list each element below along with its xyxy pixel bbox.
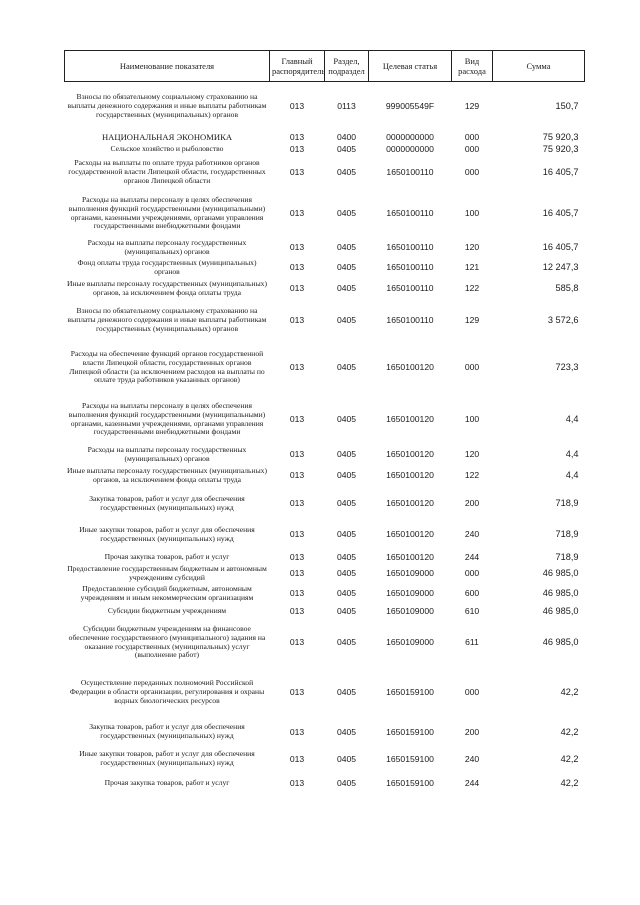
row-type: 244: [464, 551, 480, 562]
row-section: 0405: [336, 143, 357, 154]
header-section: Раздел, подраздел: [325, 51, 369, 82]
row-name: Предоставление субсидий бюджетным, автономным учреждениям и иным некоммерческим организациям: [80, 583, 254, 602]
header-name: Наименование показателя: [65, 51, 270, 82]
row-grbs: 013: [289, 414, 305, 425]
row-sum: 718,9: [555, 529, 579, 540]
row-sum: 46 985,0: [542, 588, 579, 599]
table-row: [65, 190, 585, 238]
table-row: [65, 583, 585, 605]
row-sum: 718,9: [555, 498, 579, 509]
row-grbs: 013: [289, 167, 305, 178]
row-name: Иные выплаты персоналу государственных (муниципальных) органов, за исключением фонда оплаты труда: [66, 465, 268, 484]
row-name: Иные закупки товаров, работ и услуг для обеспечения государственных (муниципальных) нужд: [79, 524, 255, 543]
row-section: 0405: [336, 588, 357, 599]
row-grbs: 013: [289, 588, 305, 599]
row-type: 120: [464, 242, 480, 253]
row-type: 610: [464, 606, 480, 617]
table-row: [65, 619, 585, 667]
table-row: [65, 238, 585, 258]
row-name: Взносы по обязательному социальному страхованию на выплаты денежного содержания и иные выплаты работникам государственных (муниципальных) органов: [67, 306, 267, 333]
row-section: 0405: [336, 449, 357, 460]
row-sum: 42,2: [560, 726, 579, 737]
row-name: Расходы на выплаты персоналу государственных (муниципальных) органов: [87, 444, 247, 463]
row-name: Расходы на выплаты персоналу государственных (муниципальных) органов: [87, 237, 247, 256]
row-name: Закупка товаров, работ и услуг для обеспечения государственных (муниципальных) нужд: [89, 493, 245, 512]
row-sum: 4,4: [565, 414, 579, 425]
row-name: Субсидии бюджетным учреждениям: [107, 606, 227, 616]
row-section: 0405: [336, 262, 357, 273]
row-article: 1650100120: [386, 414, 434, 425]
row-type: 129: [464, 315, 480, 326]
row-grbs: 013: [289, 315, 305, 326]
row-article: 1650109000: [386, 606, 434, 617]
row-name: Иные закупки товаров, работ и услуг для обеспечения государственных (муниципальных) нужд: [79, 749, 255, 767]
row-sum: 42,2: [560, 778, 579, 789]
header-grbs: Главный распорядитель: [270, 51, 325, 82]
budget-table: [64, 50, 585, 795]
row-type: 120: [464, 449, 480, 460]
row-article: 1650100110: [386, 262, 434, 273]
row-type: 000: [464, 362, 480, 373]
row-name: Субсидии бюджетным учреждениям на финансовое обеспечение государственного (муниципального) задания на оказание государственных (муниципальных) услуг (выполнение работ): [68, 623, 266, 660]
table-row: [65, 300, 585, 342]
row-name: Расходы на выплаты персоналу в целях обеспечения выполнения функций государственными (муниципальными) органами, казенными учреждениями, органами управления государственными внебюджетными фондами: [68, 194, 266, 231]
row-sum: 150,7: [555, 101, 579, 112]
row-section: 0405: [336, 414, 357, 425]
table-row: [65, 342, 585, 394]
row-sum: 46 985,0: [542, 637, 579, 648]
table-row: [65, 565, 585, 583]
table-row: [65, 520, 585, 550]
row-grbs: 013: [289, 726, 305, 737]
row-grbs: 013: [289, 362, 305, 373]
row-name: Прочая закупка товаров, работ и услуг: [104, 551, 230, 561]
row-type: 100: [464, 208, 480, 219]
row-type: 000: [464, 131, 480, 142]
budget-document: [64, 50, 584, 795]
row-article: 1650100120: [386, 529, 434, 540]
row-sum: 42,2: [560, 753, 579, 764]
row-section: 0405: [336, 498, 357, 509]
row-grbs: 013: [289, 242, 305, 253]
row-name: Предоставление государственным бюджетным и автономным учреждениям субсидий: [67, 563, 267, 582]
row-type: 240: [464, 753, 480, 764]
row-grbs: 013: [289, 208, 305, 219]
row-article: 0000000000: [386, 143, 434, 154]
row-article: 1650109000: [386, 637, 434, 648]
row-grbs: 013: [289, 687, 305, 698]
row-name: Иные выплаты персоналу государственных (муниципальных) органов, за исключением фонда оплаты труда: [66, 278, 268, 297]
row-type: 121: [464, 262, 480, 273]
header-type: Вид расхода: [452, 51, 493, 82]
row-type: 200: [464, 498, 480, 509]
row-grbs: 013: [289, 606, 305, 617]
table-row: [65, 605, 585, 619]
row-grbs: 013: [289, 262, 305, 273]
row-name: Взносы по обязательному социальному страхованию на выплаты денежного содержания и иные выплаты работникам государственных (муниципальных) органов: [67, 92, 267, 120]
row-article: 1650100120: [386, 362, 434, 373]
row-type: 000: [464, 167, 480, 178]
table-row: [65, 667, 585, 719]
row-grbs: 013: [289, 529, 305, 540]
row-grbs: 013: [289, 551, 305, 562]
row-type: 611: [465, 637, 479, 648]
row-section: 0405: [336, 167, 357, 178]
row-sum: 16 405,7: [542, 242, 579, 253]
row-sum: 3 572,6: [547, 315, 579, 326]
row-section: 0405: [336, 362, 357, 373]
row-article: 1650109000: [386, 568, 434, 579]
row-article: 1650109000: [386, 588, 434, 599]
row-section: 0113: [337, 101, 356, 112]
row-article: 1650100120: [386, 498, 434, 509]
row-grbs: 013: [289, 449, 305, 460]
row-type: 122: [464, 283, 480, 294]
row-section: 0405: [336, 529, 357, 540]
row-name: Расходы на выплаты персоналу в целях обеспечения выполнения функций государственными (муниципальными) органами, казенными учреждениями, органами управления государственными внебюджетными фондами: [68, 400, 266, 437]
row-name: Закупка товаров, работ и услуг для обеспечения государственных (муниципальных) нужд: [89, 722, 245, 740]
row-section: 0405: [336, 208, 357, 219]
row-type: 129: [464, 101, 480, 112]
table-row: [65, 143, 585, 156]
row-article: 1650100110: [386, 208, 434, 219]
row-grbs: 013: [289, 101, 305, 112]
row-grbs: 013: [289, 753, 305, 764]
row-section: 0405: [336, 470, 357, 481]
row-section: 0405: [336, 687, 357, 698]
row-sum: 12 247,3: [542, 262, 579, 273]
row-sum: 42,2: [560, 687, 579, 698]
row-type: 000: [464, 568, 480, 579]
row-type: 600: [464, 588, 480, 599]
row-grbs: 013: [289, 778, 305, 789]
table-row: [65, 132, 585, 143]
row-grbs: 013: [289, 131, 305, 142]
row-name: Осуществление переданных полномочий Российской Федерации в области организации, регулирования и охраны водных биологических ресурсов: [69, 678, 265, 705]
row-grbs: 013: [289, 637, 305, 648]
row-section: 0405: [336, 242, 357, 253]
row-grbs: 013: [289, 283, 305, 294]
row-type: 000: [464, 143, 480, 154]
header-article: Целевая статья: [369, 51, 452, 82]
row-article: 1650100110: [386, 283, 434, 294]
row-sum: 4,4: [565, 449, 579, 460]
row-section: 0405: [336, 726, 357, 737]
row-article: 1650159100: [386, 778, 434, 789]
row-section: 0405: [336, 753, 357, 764]
row-type: 200: [464, 726, 480, 737]
row-article: 1650100110: [386, 315, 434, 326]
row-type: 000: [464, 687, 480, 698]
table-row: [65, 464, 585, 488]
row-section: 0405: [336, 315, 357, 326]
row-article: 1650100120: [386, 470, 434, 481]
table-row: [65, 746, 585, 773]
row-article: 999005549F: [385, 101, 435, 112]
row-type: 122: [464, 470, 480, 481]
row-grbs: 013: [289, 568, 305, 579]
row-section: 0400: [336, 131, 357, 142]
table-row: [65, 446, 585, 464]
row-sum: 4,4: [565, 470, 579, 481]
row-section: 0405: [336, 551, 357, 562]
table-row: [65, 488, 585, 520]
table-row: [65, 394, 585, 446]
row-article: 1650100110: [386, 167, 434, 178]
row-article: 0000000000: [386, 131, 434, 142]
row-article: 1650159100: [386, 726, 434, 737]
row-section: 0405: [336, 283, 357, 294]
table-row: [65, 719, 585, 746]
row-section: 0405: [336, 606, 357, 617]
row-name: Расходы на обеспечение функций органов государственной власти Липецкой области, государственных органов Липецкой области (за исключением расходов на выплаты по оплате труда работников указанных органов): [69, 348, 265, 385]
row-section: 0405: [336, 778, 357, 789]
row-type: 244: [464, 778, 480, 789]
row-sum: 16 405,7: [542, 208, 579, 219]
table-row: [65, 156, 585, 190]
row-name: НАЦИОНАЛЬНАЯ ЭКОНОМИКА: [101, 131, 233, 142]
table-row: [65, 550, 585, 565]
row-grbs: 013: [289, 498, 305, 509]
table-row: [65, 82, 585, 132]
row-type: 240: [464, 529, 480, 540]
row-sum: 46 985,0: [542, 606, 579, 617]
row-name: Фонд оплаты труда государственных (муниципальных) органов: [77, 257, 257, 276]
row-sum: 46 985,0: [542, 568, 579, 579]
row-grbs: 013: [289, 143, 305, 154]
row-sum: 75 920,3: [542, 143, 579, 154]
row-sum: 16 405,7: [542, 167, 579, 178]
row-name: Сельское хозяйство и рыболовство: [110, 143, 224, 153]
row-article: 1650159100: [386, 753, 434, 764]
row-sum: 585,8: [555, 283, 579, 294]
row-name: Прочая закупка товаров, работ и услуг: [104, 778, 230, 788]
table-header-row: [65, 51, 585, 82]
row-article: 1650100120: [386, 551, 434, 562]
row-sum: 75 920,3: [542, 131, 579, 142]
row-sum: 723,3: [555, 362, 579, 373]
row-article: 1650159100: [386, 687, 434, 698]
row-grbs: 013: [289, 470, 305, 481]
table-row: [65, 258, 585, 278]
table-row: [65, 773, 585, 795]
row-sum: 718,9: [555, 551, 579, 562]
row-article: 1650100120: [386, 449, 434, 460]
row-section: 0405: [336, 637, 357, 648]
row-article: 1650100110: [386, 242, 434, 253]
row-name: Расходы на выплаты по оплате труда работников органов государственной власти Липецкой области, государственных органов Липецкой области: [68, 158, 266, 185]
row-type: 100: [464, 414, 480, 425]
row-section: 0405: [336, 568, 357, 579]
header-sum: Сумма: [493, 51, 585, 82]
table-row: [65, 278, 585, 300]
